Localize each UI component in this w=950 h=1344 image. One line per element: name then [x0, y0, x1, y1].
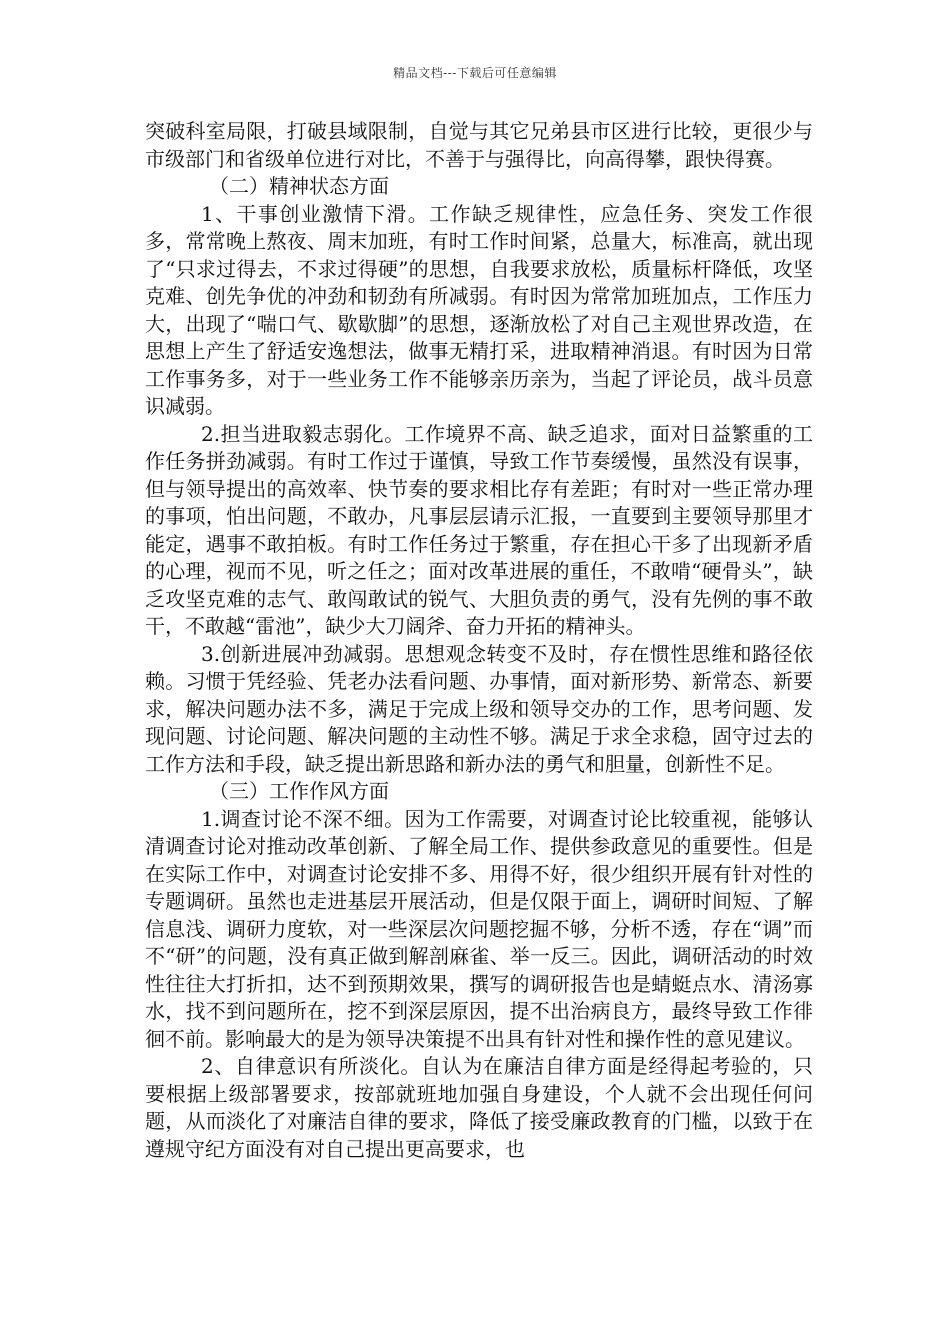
paragraph: 突破科室局限，打破县域限制，自觉与其它兄弟县市区进行比较，更很少与市级部门和省级单位进行对比，不善于与强得比，向高得攀，跟快得赛。	[145, 119, 813, 171]
paragraph: 2、自律意识有所淡化。自认为在廉洁自律方面是经得起考验的，只要根据上级部署要求，按部就班地加强自身建设，个人就不会出现任何问题，从而淡化了对廉洁自律的要求，降低了接受廉政教育的门槛，以致于在遵规守纪方面没有对自己提出更高要求，也	[145, 1054, 813, 1161]
paragraph: 3.创新进展冲劲减弱。思想观念转变不及时，存在惯性思维和路径依赖。习惯于凭经验、凭老办法看问题、办事情，面对新形势、新常态、新要求，解决问题办法不多，满足于完成上级和领导交办的工作，思考问题、发现问题、讨论问题、解决问题的主动性不够。满足于求全求稳，固守过去的工作方法和手段，缺乏提出新思路和新办法的勇气和胆量，创新性不足。	[145, 641, 813, 776]
section-heading: （三）工作作风方面	[209, 779, 389, 803]
document-body	[145, 118, 813, 1163]
paragraph: 1.调查讨论不深不细。因为工作需要，对调查讨论比较重视，能够认清调查讨论对推动改革创新、了解全局工作、提供参政意见的重要性。但是在实际工作中，对调查讨论安排不多、用得不好，很少组织开展有针对性的专题调研。虽然也走进基层开展活动，但是仅限于面上，调研时间短、了解信息浅、调研力度软，对一些深层次问题挖掘不够，分析不透，存在“调”而不“研”的问题，没有真正做到解剖麻雀、举一反三。因此，调研活动的时效性往往大打折扣，达不到预期效果，撰写的调研报告也是蜻蜓点水、清汤寡水，找不到问题所在，挖不到深层原因，提不出治病良方，最终导致工作徘徊不前。影响最大的是为领导决策提不出具有针对性和操作性的意见建议。	[145, 806, 813, 1051]
paragraph: 1、干事创业激情下滑。工作缺乏规律性，应急任务、突发工作很多，常常晚上熬夜、周末加班，有时工作时间紧，总量大，标准高，就出现了“只求过得去，不求过得硬”的思想，自我要求放松，质量标杆降低，攻坚克难、创先争优的冲劲和韧劲有所减弱。有时因为常常加班加点，工作压力大，出现了“喘口气、歇歇脚”的思想，逐渐放松了对自己主观世界改造，在思想上产生了舒适安逸想法，做事无精打采，进取精神消退。有时因为日常工作事务多，对于一些业务工作不能够亲历亲为，当起了评论员，战斗员意识减弱。	[145, 201, 813, 418]
section-heading: （二）精神状态方面	[209, 174, 389, 198]
page-header: 精品文档---下载后可任意编辑	[393, 66, 557, 80]
paragraph: 2.担当进取毅志弱化。工作境界不高、缺乏追求，面对日益繁重的工作任务拼劲减弱。有时工作过于谨慎，导致工作节奏缓慢，虽然没有误事，但与领导提出的高效率、快节奏的要求相比存有差距；有时对一些正常办理的事项，怕出问题，不敢办，凡事层层请示汇报，一直要到主要领导那里才能定，遇事不敢拍板。有时工作任务过于繁重，存在担心干多了出现新矛盾的心理，视而不见，听之任之；面对改革进展的重任，不敢啃“硬骨头”，缺乏攻坚克难的志气、敢闯敢试的锐气、大胆负责的勇气，没有先例的事不敢干，不敢越“雷池”，缺少大刀阔斧、奋力开拓的精神头。	[145, 421, 813, 638]
